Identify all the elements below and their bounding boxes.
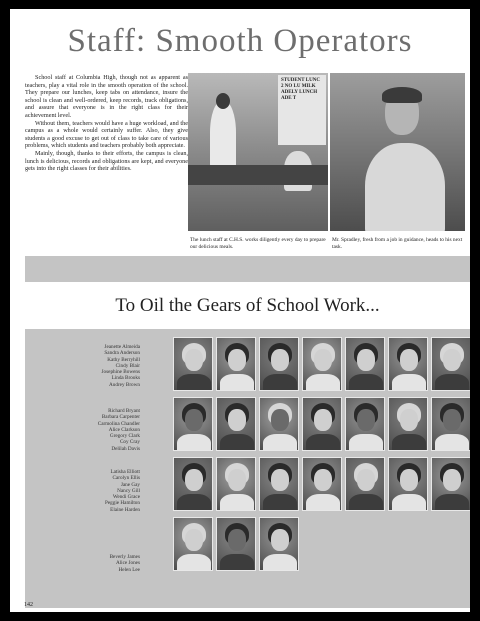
staff-portrait [173, 397, 213, 451]
staff-portrait [302, 397, 342, 451]
staff-name: Alice Jones [115, 560, 140, 567]
photo-caption: The lunch staff at C.H.S. works diligently every day to prepare our delicious meals. [190, 237, 326, 250]
staff-name: Richard Bryant [108, 408, 140, 414]
staff-portrait [431, 457, 470, 511]
staff-portrait [345, 337, 385, 391]
staff-portrait [345, 397, 385, 451]
staff-name: Carolyn Ellis [112, 475, 140, 482]
staff-name: Barbara Carpenter [101, 414, 140, 421]
name-list [70, 344, 140, 388]
staff-portrait [259, 517, 299, 571]
staff-portrait-section [25, 256, 470, 608]
staff-portrait [216, 397, 256, 451]
article-body [25, 74, 188, 173]
staff-name: Audrey Brown [109, 381, 140, 388]
article-paragraph: Mainly, though, thanks to their efforts, the campus is clean, lunch is delicious, records and obligations are kept, and everyone gets into the right classes for their abilities. [25, 149, 188, 173]
name-list [70, 408, 140, 452]
subtitle-bar [25, 282, 470, 329]
lunch-worker-figure [210, 101, 236, 171]
staff-name: Josephine Bowens [101, 369, 140, 376]
staff-portrait [216, 337, 256, 391]
staff-portrait [173, 337, 213, 391]
staff-name: Delilah Davis [111, 445, 140, 452]
staff-name: Helen Lee [118, 566, 140, 573]
staff-portrait [173, 517, 213, 571]
staff-portrait [388, 337, 428, 391]
staff-portrait [302, 337, 342, 391]
staff-portrait [216, 457, 256, 511]
staff-portrait [173, 457, 213, 511]
staff-member-hair [382, 87, 422, 103]
name-list [70, 469, 140, 513]
staff-portrait [259, 397, 299, 451]
staff-member-figure [365, 143, 445, 231]
page-title: Staff: Smooth Operators [67, 23, 413, 59]
staff-name: Sandra Anderson [104, 350, 140, 357]
staff-portrait [259, 337, 299, 391]
staff-name: Jane Gay [120, 481, 140, 488]
lunch-staff-photo [188, 73, 328, 231]
staff-name: Peggie Hamilton [104, 500, 140, 507]
staff-portrait [216, 517, 256, 571]
serving-counter [188, 165, 328, 185]
page-number: 142 [24, 602, 33, 608]
staff-name: Gregory Clark [109, 433, 140, 440]
staff-name: Elaine Harden [110, 506, 140, 513]
article-paragraph: Without them, teachers would have a huge workload, and the campus as a whole would certainly suffer. Also, they give students a good excuse to get out of class to take care of various problems, which students and teachers probably both appreciate. [25, 119, 188, 150]
staff-portrait [431, 397, 470, 451]
staff-name: Latisha Elliott [110, 469, 140, 475]
staff-name: Linda Brooks [111, 375, 140, 382]
article-paragraph: School staff at Columbia High, though not as apparent as teachers, play a vital role in the smooth operation of the school. They prepare our lunches, keep tabs on attendance, insure the school is clean and well-ordered, keep records, track obligations, and assure that everyone is in the right class for their achievement level. [25, 74, 188, 119]
staff-name: Wendi Grace [112, 494, 140, 501]
staff-name: Jeanette Almeida [104, 344, 140, 350]
staff-portrait [345, 457, 385, 511]
photo-caption: Mr. Spradley, fresh from a job in guidance, heads to his next task. [332, 237, 463, 250]
section-subtitle: To Oil the Gears of School Work... [115, 295, 380, 316]
lunch-worker-head [216, 93, 230, 109]
staff-portrait [302, 457, 342, 511]
staff-name: Kathy Berryhill [107, 356, 140, 363]
name-list [70, 554, 140, 573]
staff-name: Cindy Blair [115, 362, 140, 369]
staff-name: Beverly James [109, 554, 140, 560]
yearbook-page [10, 9, 470, 612]
staff-portrait [259, 457, 299, 511]
staff-name: Nancy Gill [117, 487, 140, 494]
staff-name: Carmolina Chandler [97, 420, 140, 427]
staff-portrait [388, 397, 428, 451]
staff-name: Alice Clarkson [108, 426, 140, 433]
staff-member-photo [330, 73, 465, 231]
staff-portrait [388, 457, 428, 511]
lunch-menu-sign: STUDENT LUNC 2 NO LU MILK ADELY LUNCH ADE T [278, 75, 326, 145]
staff-name: Coy Cray [119, 439, 140, 446]
staff-portrait [431, 337, 470, 391]
